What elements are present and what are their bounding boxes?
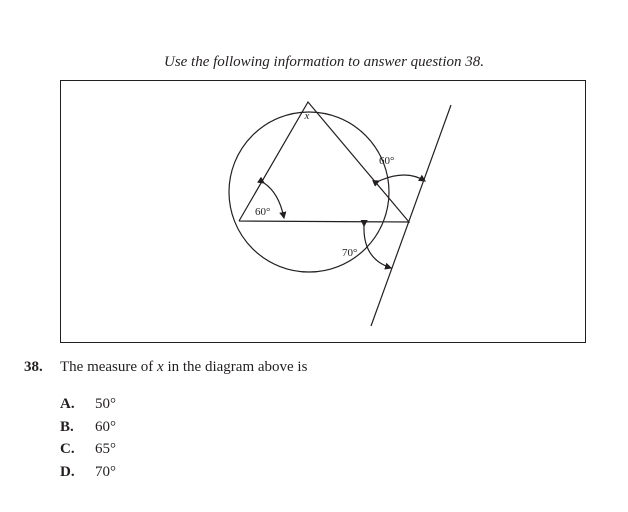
diagram-frame: [60, 80, 586, 343]
angle-label-left: 60°: [255, 206, 271, 218]
angle-label-bottom: 70°: [342, 247, 358, 259]
option-letter: C.: [60, 441, 75, 457]
option-letter: B.: [60, 418, 74, 435]
question-variable: x: [157, 359, 164, 375]
tangent-line: [371, 105, 451, 326]
option-value: 70°: [95, 463, 116, 480]
instruction-text: Use the following information to answer question 38.: [163, 54, 484, 70]
option-a[interactable]: [60, 393, 116, 416]
option-d[interactable]: [60, 461, 116, 484]
question-number: 38.: [24, 359, 43, 375]
question-text-after: in the diagram above is: [163, 359, 308, 375]
question-line: [24, 359, 307, 376]
angle-label-top-right: 60°: [379, 155, 395, 167]
option-letter: D.: [60, 463, 75, 480]
option-value: 50°: [95, 396, 116, 412]
option-value: 65°: [95, 441, 116, 457]
option-b[interactable]: [60, 416, 116, 439]
answer-options: [60, 393, 116, 483]
angle-label-x: x: [304, 110, 310, 122]
option-letter: A.: [60, 396, 75, 412]
question-text-before: The measure of: [60, 359, 158, 375]
top-right-angle-arc: [379, 175, 425, 181]
circle: [229, 112, 389, 272]
circle-triangle-diagram: [61, 81, 587, 344]
option-value: 60°: [95, 418, 116, 435]
option-c[interactable]: [60, 438, 116, 461]
